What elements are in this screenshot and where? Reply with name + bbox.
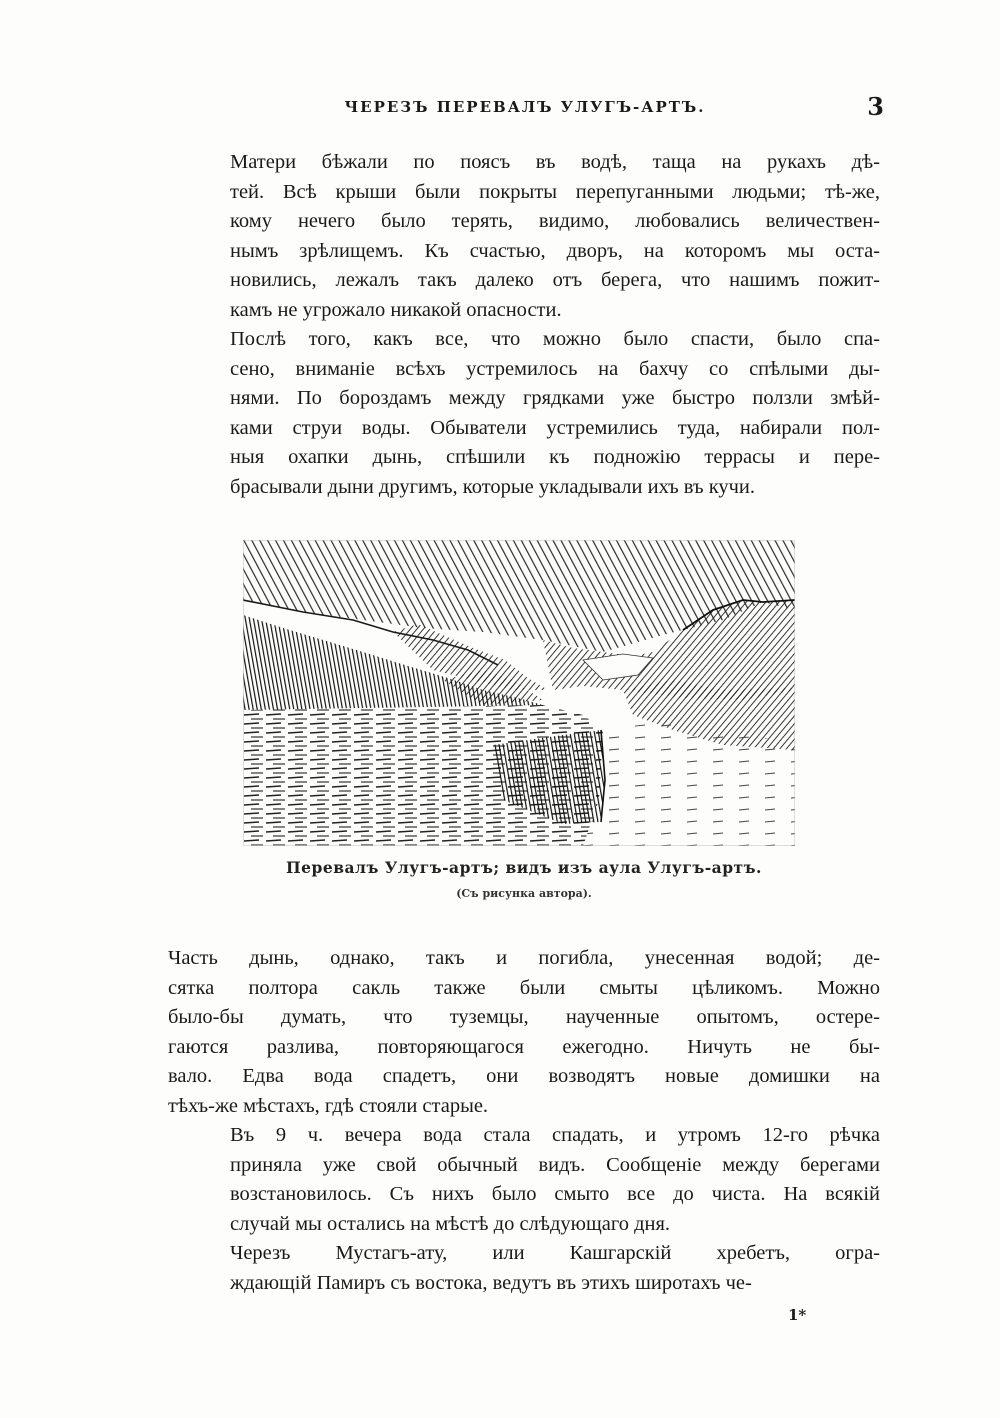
mountain-pass-engraving [243, 540, 795, 846]
text-line: Послѣ того, какъ все, что можно было спасти, было спа- [230, 328, 880, 350]
figure-caption [168, 858, 880, 900]
text-line: приняла уже свой обычный видъ. Сообщеніе между берегами [230, 1153, 880, 1176]
text-line: кому нечего было терять, видимо, любовались величествен- [230, 210, 880, 232]
text-line: Черезъ Мустагъ-ату, или Кашгарскій хребетъ, огра- [230, 1242, 880, 1264]
text-line: ками струи воды. Обыватели устремились туда, набирали пол- [230, 416, 880, 439]
text-line: нями. По бороздамъ между грядками уже быстро ползли змѣй- [230, 387, 880, 409]
text-line: брасывали дыни другимъ, которые укладывали ихъ въ кучи. [230, 475, 756, 498]
signature-mark: 1* [788, 1306, 807, 1324]
running-title: ЧЕРЕЗЪ ПЕРЕВАЛЪ УЛУГЪ-АРТЪ. [344, 98, 706, 116]
running-head [160, 92, 890, 122]
text-line: тей. Всѣ крыши были покрыты перепуганными людьми; тѣ-же, [230, 180, 880, 203]
text-line: вало. Едва вода спадетъ, они возводятъ новые домишки на [168, 1065, 880, 1087]
caption-title: Перевалъ Улугъ-артъ; видъ изъ аула Улугъ-артъ. [286, 858, 762, 877]
text-block-bottom [168, 944, 880, 1298]
page-number: 3 [867, 92, 884, 121]
text-line: камъ не угрожало никакой опасности. [230, 298, 562, 321]
text-line: новились, лежалъ такъ далеко отъ берега, что нашимъ пожит- [230, 269, 880, 291]
paragraph [168, 944, 880, 1121]
paragraph [168, 325, 880, 502]
text-line: сятка полтора сакль также были смыты цѣликомъ. Можно [168, 976, 880, 999]
text-line: Матери бѣжали по поясъ въ водѣ, таща на рукахъ дѣ- [230, 151, 880, 173]
caption-credit: (Съ рисунка автора). [456, 887, 592, 900]
text-line: было-бы думать, что туземцы, наученные опытомъ, остере- [168, 1006, 880, 1028]
text-line: тѣхъ-же мѣстахъ, гдѣ стояли старые. [168, 1094, 489, 1117]
text-line: нымъ зрѣлищемъ. Къ счастью, дворъ, на которомъ мы оста- [230, 239, 880, 262]
paragraph [168, 1121, 880, 1239]
text-line: ждающій Памиръ съ востока, ведутъ въ этихъ широтахъ че- [230, 1271, 752, 1294]
text-line: Въ 9 ч. вечера вода стала спадать, и утромъ 12-го рѣчка [230, 1124, 880, 1146]
text-line: Часть дынь, однако, такъ и погибла, унесенная водой; де- [168, 947, 880, 969]
text-line: гаются разлива, повторяющагося ежегодно. Ничуть не бы- [168, 1035, 880, 1058]
text-line: случай мы остались на мѣстѣ до слѣдующаго дня. [230, 1212, 671, 1235]
text-line: ныя охапки дынь, спѣшили къ подножію террасы и пере- [230, 446, 880, 468]
text-block-top [168, 148, 880, 502]
text-line: возстановилось. Съ нихъ было смыто все до чиста. На всякій [230, 1183, 880, 1205]
paragraph [168, 148, 880, 325]
text-line: сено, вниманіе всѣхъ устремилось на бахчу со спѣлыми ды- [230, 357, 880, 380]
paragraph [168, 1239, 880, 1298]
